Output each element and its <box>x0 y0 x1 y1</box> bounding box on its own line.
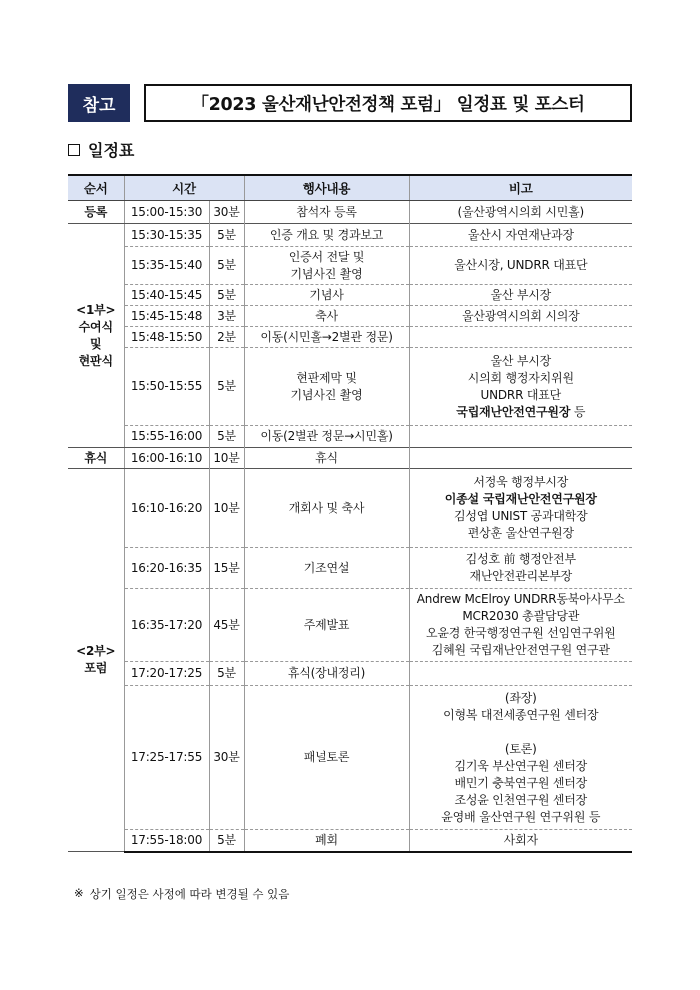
remarks-text: 조성윤 인천연구원 센터장 <box>454 792 588 807</box>
content-cell <box>244 348 409 426</box>
duration-cell: 5분 <box>209 247 244 285</box>
remarks-line <box>412 741 631 758</box>
group-label-line: 포럼 <box>84 661 108 675</box>
remarks-text: 재난안전관리본부장 <box>469 569 573 583</box>
content-cell <box>244 448 409 469</box>
remarks-line <box>412 370 631 387</box>
content-cell <box>244 548 409 589</box>
time-cell: 17:20-17:25 <box>124 662 209 686</box>
time-cell: 15:50-15:55 <box>124 348 209 426</box>
remarks-text: 시의회 행정자치위원 <box>467 370 574 385</box>
duration-cell: 10분 <box>209 448 244 469</box>
time-cell: 16:10-16:20 <box>124 469 209 548</box>
content-cell <box>244 285 409 306</box>
time-cell: 16:00-16:10 <box>124 448 209 469</box>
remarks-text: 울산시장, UNDRR 대표단 <box>454 258 588 272</box>
content-line: 패널토론 <box>303 750 350 764</box>
content-cell <box>244 589 409 662</box>
content-cell <box>244 306 409 327</box>
group-label-line: 등록 <box>84 204 108 219</box>
table-row <box>68 448 632 469</box>
time-cell: 15:48-15:50 <box>124 327 209 348</box>
duration-cell: 45분 <box>209 589 244 662</box>
remarks-line <box>412 775 631 792</box>
col-header-content: 행사내용 <box>244 175 409 201</box>
group-label-line: 수여식 <box>78 319 113 334</box>
remarks-text: 김혜원 국립재난안전연구원 연구관 <box>431 643 610 657</box>
content-line: 개회사 및 축사 <box>288 500 365 515</box>
remarks-cell <box>409 348 632 426</box>
content-line: 축사 <box>315 308 338 323</box>
remarks-line <box>412 404 631 421</box>
remarks-text: 울산 부시장 <box>490 353 552 368</box>
table-row <box>68 348 632 426</box>
remarks-text: 배민기 충북연구원 센터장 <box>454 775 588 790</box>
remarks-cell <box>409 662 632 686</box>
remarks-text: MCR2030 총괄담당관 <box>462 609 580 623</box>
remarks-line <box>412 387 631 404</box>
remarks-line <box>412 508 631 525</box>
remarks-line <box>412 625 631 642</box>
remarks-line <box>412 642 631 659</box>
remarks-line <box>412 792 631 809</box>
content-line: 참석자 등록 <box>296 204 357 219</box>
content-line: 휴식 <box>315 450 338 465</box>
remarks-text: 이형복 대전세종연구원 센터장 <box>443 707 599 722</box>
duration-cell: 30분 <box>209 686 244 830</box>
col-header-order: 순서 <box>68 175 124 201</box>
table-row <box>68 469 632 548</box>
remarks-cell <box>409 306 632 327</box>
content-cell <box>244 830 409 852</box>
group-label <box>68 201 124 224</box>
group-label-line: 현판식 <box>78 353 113 368</box>
remarks-cell <box>409 686 632 830</box>
table-row <box>68 686 632 830</box>
remarks-suffix: 등 <box>570 404 586 419</box>
remarks-line <box>412 308 631 325</box>
remarks-text: 울산시 자연재난과장 <box>467 227 574 242</box>
remarks-line <box>412 287 631 304</box>
content-cell <box>244 426 409 448</box>
content-line: 인증 개요 및 경과보고 <box>269 227 384 242</box>
remarks-text: (좌장) <box>504 690 537 705</box>
content-cell <box>244 662 409 686</box>
col-header-remarks: 비고 <box>409 175 632 201</box>
group-label <box>68 448 124 469</box>
remarks-text: 국립재난안전연구원장 <box>456 404 571 419</box>
remarks-line <box>412 707 631 724</box>
remarks-line <box>412 690 631 707</box>
remarks-cell <box>409 589 632 662</box>
table-row <box>68 306 632 327</box>
duration-cell: 5분 <box>209 224 244 247</box>
remarks-text: 서정욱 행정부시장 <box>473 475 569 489</box>
remarks-text: (토론) <box>504 741 537 756</box>
duration-cell: 5분 <box>209 285 244 306</box>
remarks-line <box>412 491 631 508</box>
remarks-text: 김기욱 부산연구원 센터장 <box>454 758 588 773</box>
table-row <box>68 247 632 285</box>
duration-cell: 3분 <box>209 306 244 327</box>
group-label-line: 및 <box>90 336 102 351</box>
remarks-line <box>412 758 631 775</box>
remarks-cell <box>409 224 632 247</box>
remarks-cell <box>409 830 632 852</box>
remarks-text: 김성엽 UNIST 공과대학장 <box>453 509 588 523</box>
remarks-text: 김성호 前 행정안전부 <box>465 552 576 566</box>
content-cell <box>244 201 409 224</box>
remarks-line <box>412 474 631 491</box>
remarks-line <box>412 525 631 542</box>
content-cell <box>244 327 409 348</box>
remarks-text: 오윤경 한국행정연구원 선임연구위원 <box>426 626 616 640</box>
content-line: 폐회 <box>315 832 338 847</box>
content-line: 현판제막 및 <box>296 370 357 385</box>
square-bullet-icon <box>68 144 80 156</box>
table-row <box>68 662 632 686</box>
group-label-line: <1부> <box>76 302 116 317</box>
remarks-line <box>412 724 631 741</box>
time-cell: 16:20-16:35 <box>124 548 209 589</box>
table-row <box>68 426 632 448</box>
content-line: 주제발표 <box>303 617 350 632</box>
content-cell <box>244 469 409 548</box>
remarks-cell <box>409 426 632 448</box>
remarks-cell <box>409 469 632 548</box>
document-header <box>68 84 632 122</box>
content-line: 인증서 전달 및 <box>288 249 365 264</box>
table-row <box>68 830 632 852</box>
table-row <box>68 327 632 348</box>
time-cell: 15:55-16:00 <box>124 426 209 448</box>
remarks-line <box>412 832 631 849</box>
section-title: 일정표 <box>88 141 135 160</box>
content-line: 기조연설 <box>303 560 350 575</box>
content-line: 기념사진 촬영 <box>290 266 363 281</box>
content-line: 기념사진 촬영 <box>290 387 363 402</box>
content-line: 기념사 <box>309 287 344 302</box>
time-cell: 15:35-15:40 <box>124 247 209 285</box>
content-line: 휴식(장내정리) <box>287 666 366 680</box>
remarks-text: 사회자 <box>503 832 538 847</box>
time-cell: 17:25-17:55 <box>124 686 209 830</box>
remarks-text: 울산광역시의회 시의장 <box>461 308 580 323</box>
duration-cell: 30분 <box>209 201 244 224</box>
content-cell <box>244 247 409 285</box>
time-cell: 15:30-15:35 <box>124 224 209 247</box>
remarks-line <box>412 227 631 244</box>
document-title: 「2023 울산재난안전정책 포럼」 일정표 및 포스터 <box>144 84 632 122</box>
remarks-cell <box>409 201 632 224</box>
remarks-text: 이종설 국립재난안전연구원장 <box>444 492 597 506</box>
note-text: 상기 일정은 사정에 따라 변경될 수 있음 <box>89 887 290 901</box>
duration-cell: 2분 <box>209 327 244 348</box>
duration-cell: 5분 <box>209 348 244 426</box>
group-label-line: 휴식 <box>84 450 108 465</box>
remarks-text: 윤영배 울산연구원 연구위원 등 <box>441 809 601 824</box>
remarks-text: (울산광역시의회 시민홀) <box>457 204 585 219</box>
footnote <box>74 886 289 902</box>
content-cell <box>244 686 409 830</box>
remarks-text: 울산 부시장 <box>490 287 552 302</box>
remarks-cell <box>409 327 632 348</box>
table-row <box>68 589 632 662</box>
duration-cell: 5분 <box>209 830 244 852</box>
remarks-line <box>412 809 631 826</box>
remarks-cell <box>409 247 632 285</box>
table-row <box>68 224 632 247</box>
table-row <box>68 201 632 224</box>
duration-cell: 5분 <box>209 426 244 448</box>
remarks-cell <box>409 548 632 589</box>
content-cell <box>244 224 409 247</box>
duration-cell: 10분 <box>209 469 244 548</box>
table-header-row <box>68 175 632 201</box>
section-heading <box>68 138 134 161</box>
remarks-line <box>412 353 631 370</box>
remarks-line <box>412 591 631 608</box>
table-row <box>68 548 632 589</box>
remarks-line <box>412 568 631 585</box>
content-line: 이동(시민홀→2별관 정문) <box>260 329 393 344</box>
reference-badge: 참고 <box>68 84 130 122</box>
time-cell: 16:35-17:20 <box>124 589 209 662</box>
group-label <box>68 224 124 448</box>
remarks-line <box>412 204 631 221</box>
remarks-text: Andrew McElroy UNDRR동북아사무소 <box>416 592 625 606</box>
remarks-text: 편상훈 울산연구원장 <box>467 526 574 540</box>
time-cell: 17:55-18:00 <box>124 830 209 852</box>
time-cell: 15:00-15:30 <box>124 201 209 224</box>
note-mark: ※ <box>74 886 84 900</box>
duration-cell: 5분 <box>209 662 244 686</box>
remarks-line <box>412 551 631 568</box>
group-label-line: <2부> <box>76 644 116 658</box>
remarks-text: UNDRR 대표단 <box>480 387 561 402</box>
remarks-cell <box>409 285 632 306</box>
duration-cell: 15분 <box>209 548 244 589</box>
time-cell: 15:45-15:48 <box>124 306 209 327</box>
remarks-line <box>412 608 631 625</box>
group-label <box>68 469 124 852</box>
content-line: 이동(2별관 정문→시민홀) <box>260 429 393 443</box>
time-cell: 15:40-15:45 <box>124 285 209 306</box>
col-header-time: 시간 <box>124 175 244 201</box>
remarks-cell <box>409 448 632 469</box>
table-row <box>68 285 632 306</box>
schedule-table <box>68 174 632 853</box>
remarks-line <box>412 257 631 274</box>
